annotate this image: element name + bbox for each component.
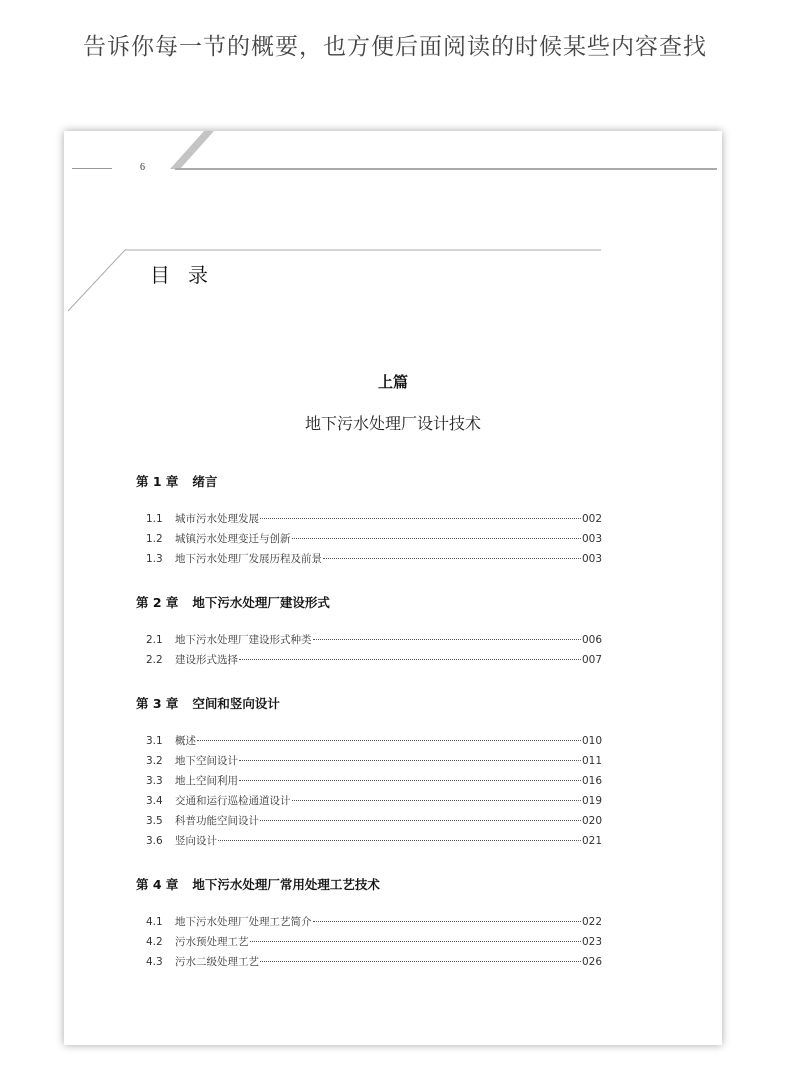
- section-title: 城市污水处理发展: [175, 513, 259, 525]
- dot-leader: [313, 639, 581, 640]
- part-label: 上篇: [377, 373, 408, 391]
- chapter-heading: [136, 875, 380, 893]
- section-number: 3.4: [146, 795, 163, 807]
- toc-entry[interactable]: [146, 934, 602, 948]
- toc-entry[interactable]: [146, 813, 602, 827]
- section-title: 地下污水处理厂发展历程及前景: [175, 553, 322, 565]
- dot-leader: [250, 941, 581, 942]
- section-title: 污水预处理工艺: [175, 936, 249, 948]
- section-page: 019: [581, 795, 602, 807]
- toc-entry[interactable]: [146, 652, 602, 666]
- toc-entry[interactable]: [146, 511, 602, 525]
- chapter-number: 第 2 章: [136, 595, 179, 610]
- section-title: 地下污水处理厂建设形式种类: [175, 634, 312, 646]
- section-title: 地下污水处理厂处理工艺简介: [175, 916, 312, 928]
- section-page: 021: [581, 835, 602, 847]
- section-number: 3.1: [146, 735, 163, 747]
- chapter-heading: [136, 472, 217, 490]
- dot-leader: [239, 760, 581, 761]
- dot-leader: [260, 961, 581, 962]
- section-number: 4.3: [146, 956, 163, 968]
- section-page: 026: [581, 956, 602, 968]
- section-page: 003: [581, 553, 602, 565]
- section-title: 科普功能空间设计: [175, 815, 259, 827]
- chapter-title: 地下污水处理厂建设形式: [192, 595, 330, 610]
- toc-entry[interactable]: [146, 954, 602, 968]
- section-number: 4.2: [146, 936, 163, 948]
- chapter-number: 第 1 章: [136, 474, 179, 489]
- book-page: [64, 131, 722, 1045]
- toc-entry[interactable]: [146, 914, 602, 928]
- section-title: 竖向设计: [175, 835, 217, 847]
- chapter-number: 第 3 章: [136, 696, 179, 711]
- section-number: 4.1: [146, 916, 163, 928]
- chapter-number: 第 4 章: [136, 877, 179, 892]
- toc-title: 目录: [150, 263, 226, 287]
- section-page: 007: [581, 654, 602, 666]
- section-title: 城镇污水处理变迁与创新: [175, 533, 291, 545]
- section-page: 002: [581, 513, 602, 525]
- dot-leader: [292, 538, 581, 539]
- section-page: 022: [581, 916, 602, 928]
- caption: 告诉你每一节的概要，也方便后面阅读的时候某些内容查找: [83, 34, 707, 60]
- toc-title-decoration: [64, 249, 604, 313]
- section-page: 023: [581, 936, 602, 948]
- section-title: 污水二级处理工艺: [175, 956, 259, 968]
- toc-entry[interactable]: [146, 632, 602, 646]
- dot-leader: [239, 659, 581, 660]
- dot-leader: [260, 820, 581, 821]
- chapter-heading: [136, 593, 330, 611]
- section-number: 3.2: [146, 755, 163, 767]
- section-number: 1.3: [146, 553, 163, 565]
- header-slash-decoration: [164, 131, 224, 171]
- dot-leader: [239, 780, 581, 781]
- section-page: 011: [581, 755, 602, 767]
- section-number: 3.3: [146, 775, 163, 787]
- section-number: 1.2: [146, 533, 163, 545]
- section-title: 交通和运行巡检通道设计: [175, 795, 291, 807]
- chapter-title: 绪言: [192, 474, 218, 489]
- section-number: 3.6: [146, 835, 163, 847]
- section-title: 概述: [175, 735, 196, 747]
- dot-leader: [197, 740, 581, 741]
- section-page: 020: [581, 815, 602, 827]
- page-number: 6: [140, 162, 145, 173]
- dot-leader: [323, 558, 581, 559]
- section-title: 地下空间设计: [175, 755, 238, 767]
- chapter-title: 地下污水处理厂常用处理工艺技术: [192, 877, 380, 892]
- dot-leader: [218, 840, 581, 841]
- section-page: 010: [581, 735, 602, 747]
- section-number: 2.1: [146, 634, 163, 646]
- chapter-heading: [136, 694, 280, 712]
- part-title: 地下污水处理厂设计技术: [304, 414, 481, 433]
- dot-leader: [260, 518, 581, 519]
- dot-leader: [292, 800, 581, 801]
- toc-entry[interactable]: [146, 753, 602, 767]
- section-title: 地上空间利用: [175, 775, 238, 787]
- section-page: 006: [581, 634, 602, 646]
- header-rule-right: [175, 168, 717, 170]
- toc-entry[interactable]: [146, 793, 602, 807]
- section-page: 003: [581, 533, 602, 545]
- toc-entry[interactable]: [146, 733, 602, 747]
- toc-entry[interactable]: [146, 531, 602, 545]
- section-number: 1.1: [146, 513, 163, 525]
- section-number: 3.5: [146, 815, 163, 827]
- chapter-title: 空间和竖向设计: [192, 696, 280, 711]
- header-rule-left: [72, 168, 112, 169]
- toc-entry[interactable]: [146, 773, 602, 787]
- section-number: 2.2: [146, 654, 163, 666]
- dot-leader: [313, 921, 581, 922]
- section-page: 016: [581, 775, 602, 787]
- section-title: 建设形式选择: [175, 654, 238, 666]
- toc-entry[interactable]: [146, 551, 602, 565]
- toc-entry[interactable]: [146, 833, 602, 847]
